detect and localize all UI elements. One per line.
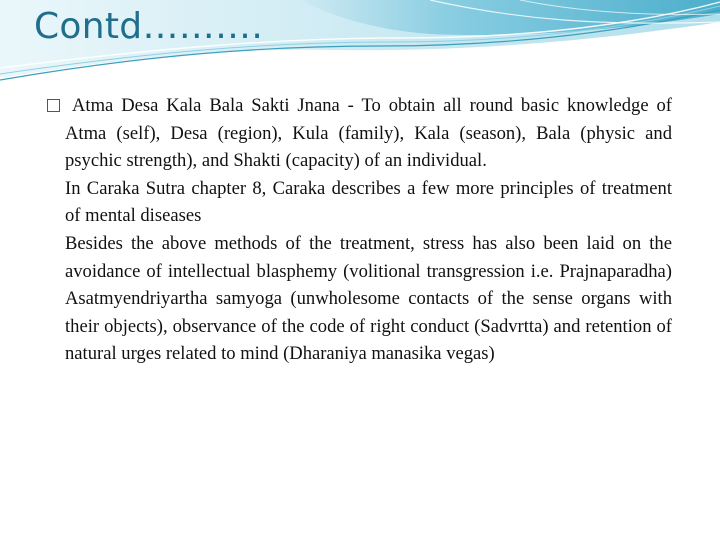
- paragraph-text: Atma Desa Kala Bala Sakti Jnana - To obtain all round basic knowledge of Atma (self), Desa (region), Kula (family), Kala (season), Bala (physic and psychic strength), and Shakti (capacity) of an individual.: [65, 95, 672, 172]
- bullet-paragraph: [47, 92, 672, 175]
- paragraph: In Caraka Sutra chapter 8, Caraka describes a few more principles of treatment of mental diseases: [65, 177, 672, 227]
- hollow-square-icon: [47, 99, 60, 112]
- paragraph: Besides the above methods of the treatment, stress has also been laid on the avoidance of intellectual blasphemy (volitional transgression i.e. Prajnaparadha) Asatmyendriyartha samyoga (unwholesome contacts of the sense organs with their objects), observance of the code of right conduct (Sadvrtta) and retention of natural urges related to mind (Dharaniya manasika vegas): [65, 232, 672, 365]
- slide-title: Contd……….: [34, 6, 264, 47]
- slide-body: [47, 92, 672, 368]
